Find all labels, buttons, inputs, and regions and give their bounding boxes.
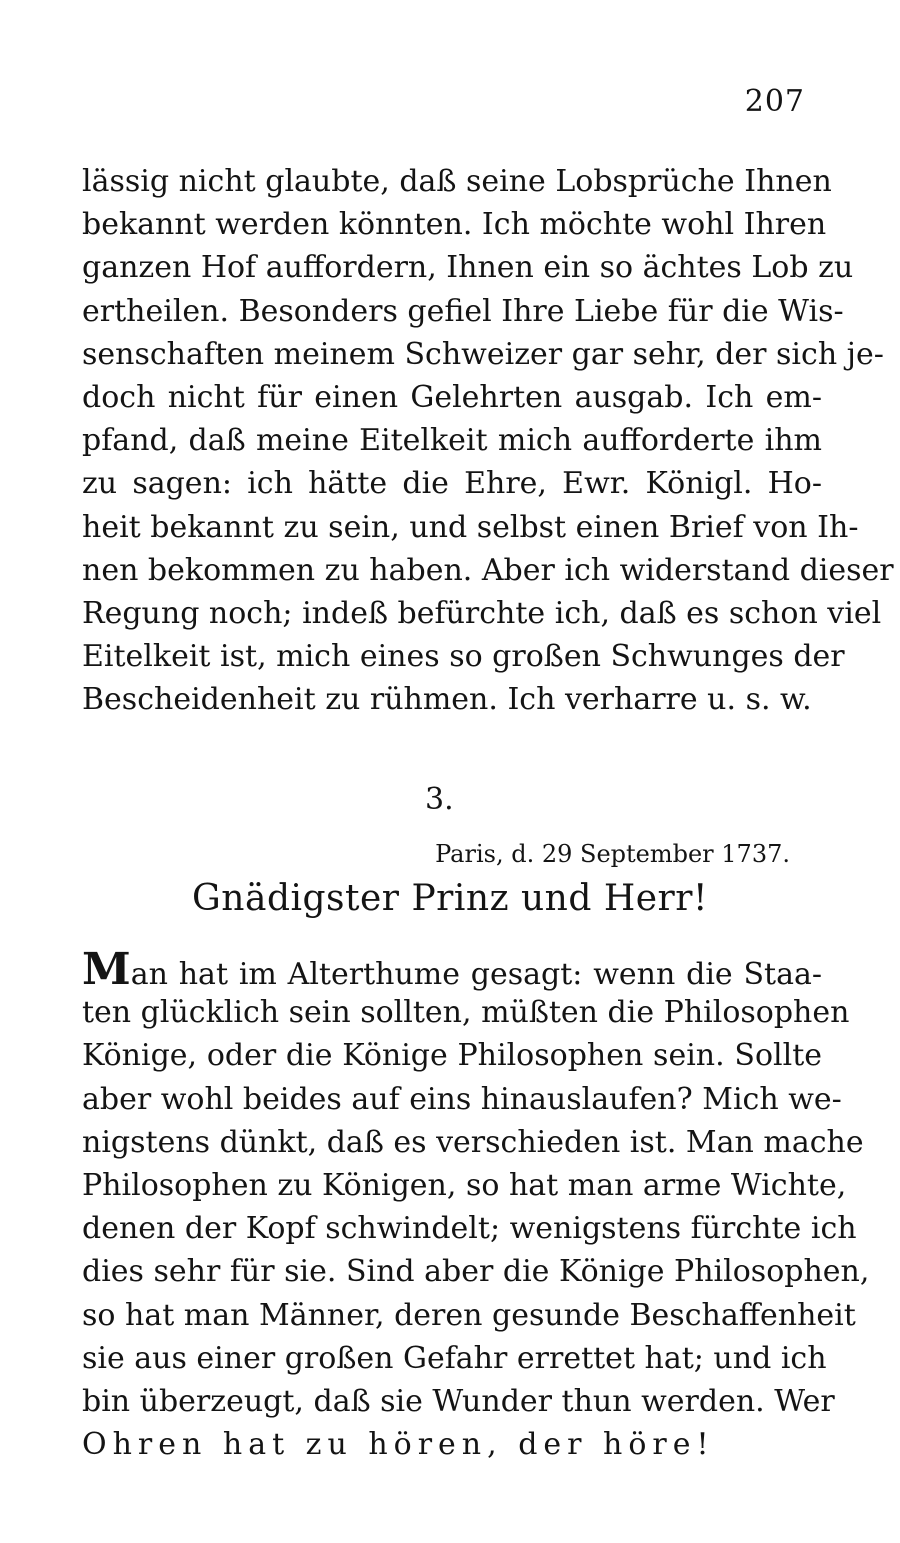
letter-3-body-text (82, 944, 870, 1466)
text-line-first (82, 944, 822, 995)
letter-number: 3. (425, 782, 454, 817)
text-line-final: Ohren hat zu hören, der höre! (82, 1427, 715, 1463)
letter-salutation: Gnädigster Prinz und Herr! (192, 878, 708, 919)
text-line: Könige, oder die Könige Philosophen sein. Sollte (82, 1038, 822, 1074)
text-line: bekannt werden könnten. Ich möchte wohl Ihren (82, 207, 827, 243)
letter-dateline: Paris, d. 29 September 1737. (435, 840, 790, 868)
text-line: nen bekommen zu haben. Aber ich widerstand dieser (82, 552, 894, 588)
text-line: senschaften meinem Schweizer gar sehr, der sich je- (82, 336, 884, 372)
drop-cap: M (82, 944, 131, 995)
text-line: ertheilen. Besonders gefiel Ihre Liebe für die Wis- (82, 293, 844, 329)
text-line: ganzen Hof auffordern, Ihnen ein so ächtes Lob zu (82, 250, 854, 286)
text-line: ten glücklich sein sollten, müßten die Philosophen (82, 995, 850, 1031)
text-line: lässig nicht glaubte, daß seine Lobsprüche Ihnen (82, 164, 832, 199)
text-line: heit bekannt zu sein, und selbst einen Brief von Ih- (82, 509, 859, 545)
text-line: aber wohl beides auf eins hinauslaufen? Mich we- (82, 1081, 842, 1117)
text-line: nigstens dünkt, daß es verschieden ist. Man mache (82, 1124, 864, 1160)
text-line: dies sehr für sie. Sind aber die Könige Philosophen, (82, 1254, 870, 1290)
text-line-final: Bescheidenheit zu rühmen. Ich verharre u. s. w. (82, 682, 812, 718)
letter-2-closing-text (82, 160, 894, 721)
text-line: pfand, daß meine Eitelkeit mich aufforderte ihm (82, 423, 822, 459)
page-number: 207 (744, 84, 805, 119)
first-line-text: an hat im Alterthume gesagt: wenn die Staa- (130, 957, 822, 992)
text-line: bin überzeugt, daß sie Wunder thun werden. Wer (82, 1383, 835, 1419)
text-line: sie aus einer großen Gefahr errettet hat; und ich (82, 1340, 827, 1376)
text-line: denen der Kopf schwindelt; wenigstens fürchte ich (82, 1211, 857, 1247)
text-line: Regung noch; indeß befürchte ich, daß es schon viel (82, 595, 882, 631)
text-line: so hat man Männer, deren gesunde Beschaffenheit (82, 1297, 856, 1333)
text-line: Eitelkeit ist, mich eines so großen Schwunges der (82, 639, 845, 675)
text-line: Philosophen zu Königen, so hat man arme Wichte, (82, 1167, 847, 1203)
text-line: doch nicht für einen Gelehrten ausgab. Ich em- (82, 379, 822, 415)
text-line: zu sagen: ich hätte die Ehre, Ewr. Königl. Ho- (82, 466, 822, 502)
